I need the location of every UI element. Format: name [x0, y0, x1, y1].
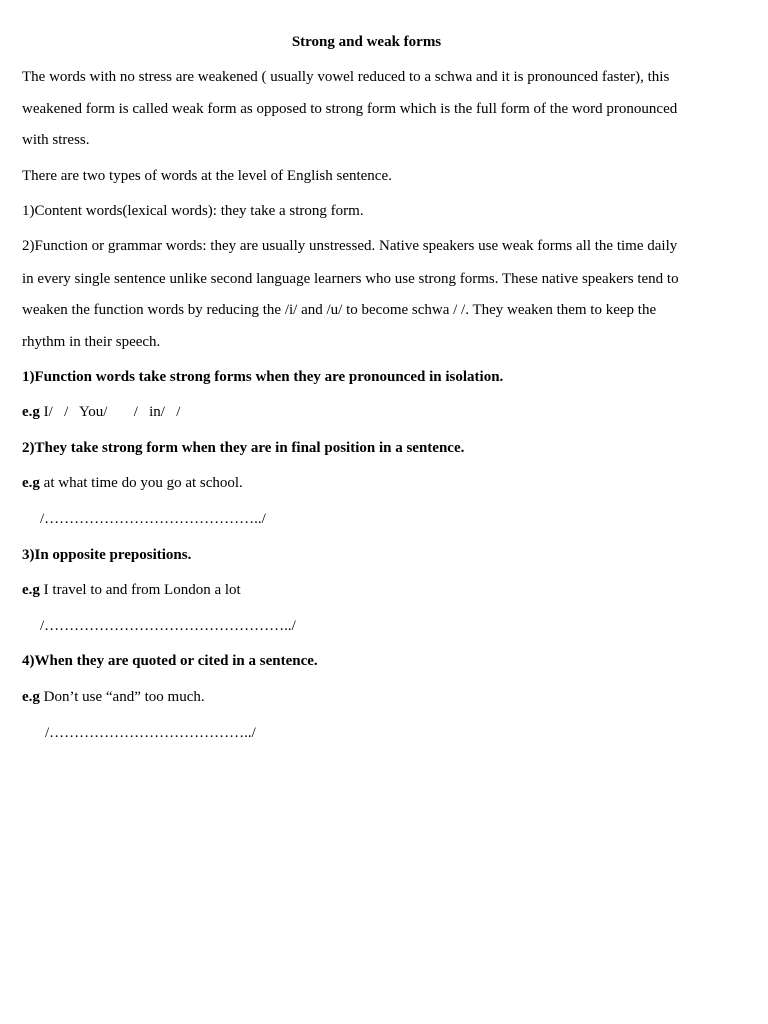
- function-words-line-2: in every single sentence unlike second language learners who use strong forms. These native speakers tend to: [22, 271, 679, 287]
- rule-2-eg-text: at what time do you go at school.: [39, 475, 243, 491]
- rule-4-eg-label: e.g: [22, 689, 40, 705]
- rule-2-example: [22, 474, 243, 492]
- rule-1-eg-label: e.g: [22, 404, 40, 420]
- intro-line-3: with stress.: [22, 132, 90, 148]
- content-words-item: 1)Content words(lexical words): they take a strong form.: [22, 203, 364, 219]
- rule-3-transcription-blank: /…………………………………………../: [40, 618, 296, 634]
- rule-1-eg-text: I/ / You/ / in/ /: [39, 404, 181, 420]
- intro-line-1: The words with no stress are weakened ( usually vowel reduced to a schwa and it is pronounced faster), this: [22, 69, 670, 85]
- rule-3-eg-label: e.g: [22, 582, 40, 598]
- rule-3-example: [22, 581, 241, 599]
- rule-4-example: [22, 688, 205, 706]
- rule-3-eg-text: I travel to and from London a lot: [39, 582, 241, 598]
- intro-line-2: weakened form is called weak form as opposed to strong form which is the full form of the word pronounced: [22, 101, 678, 117]
- rule-4-eg-text: Don’t use “and” too much.: [39, 689, 205, 705]
- rule-4-transcription-blank: /…………………………………../: [45, 725, 256, 741]
- document-title: Strong and weak forms: [291, 34, 442, 50]
- rule-2-heading: 2)They take strong form when they are in final position in a sentence.: [22, 440, 465, 456]
- rule-2-transcription-blank: /……………………………………../: [40, 511, 266, 527]
- rule-2-eg-label: e.g: [22, 475, 40, 491]
- function-words-line-1: 2)Function or grammar words: they are usually unstressed. Native speakers use weak forms all the time daily: [22, 238, 678, 254]
- rule-4-heading: 4)When they are quoted or cited in a sentence.: [22, 653, 318, 669]
- rule-3-heading: 3)In opposite prepositions.: [22, 547, 192, 563]
- function-words-line-3: weaken the function words by reducing the /i/ and /u/ to become schwa / /. They weaken them to keep the: [22, 302, 657, 318]
- function-words-line-4: rhythm in their speech.: [22, 334, 161, 350]
- rule-1-example: [22, 403, 180, 421]
- two-types-sentence: There are two types of words at the level of English sentence.: [22, 168, 392, 184]
- rule-1-heading: 1)Function words take strong forms when they are pronounced in isolation.: [22, 369, 504, 385]
